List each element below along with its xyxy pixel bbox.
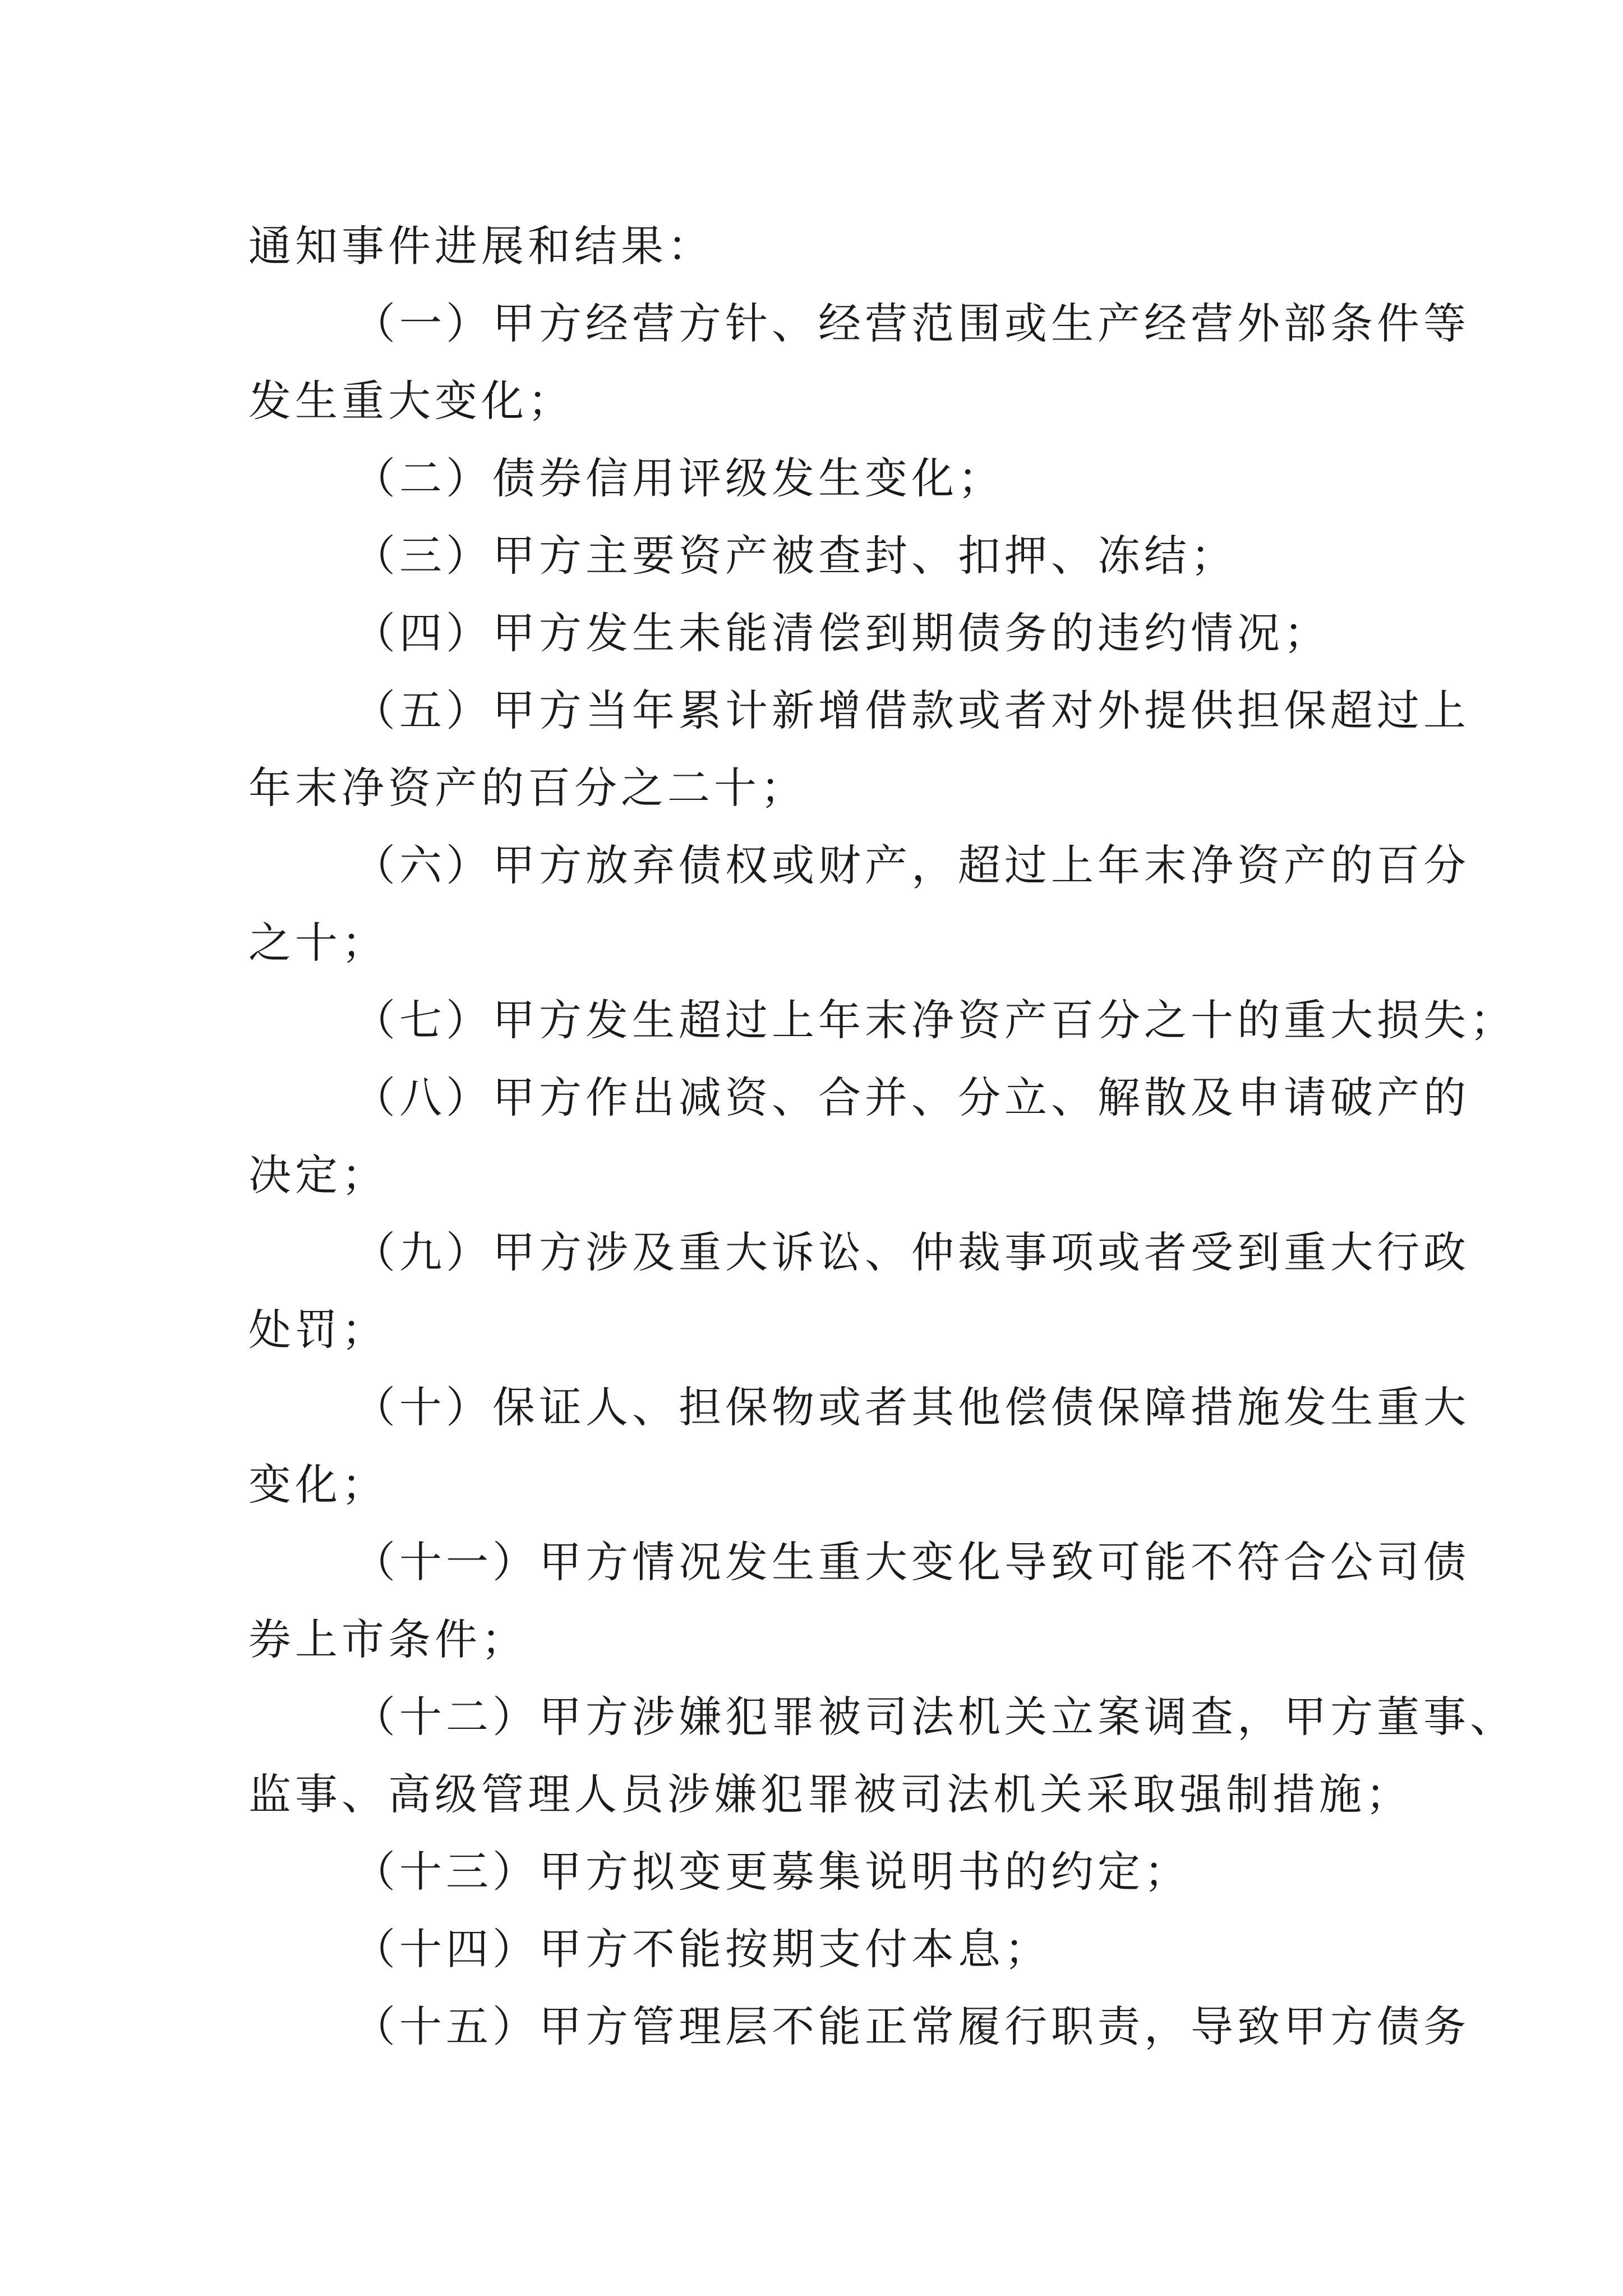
- text-line: 年末净资产的百分之二十；: [248, 763, 807, 813]
- list-item: （十四）甲方不能按期支付本息；: [353, 1924, 1051, 1974]
- text-line: 处罚；: [248, 1305, 388, 1355]
- list-item: （十二）甲方涉嫌犯罪被司法机关立案调查，甲方董事、: [353, 1692, 1516, 1742]
- text-line: 发生重大变化；: [248, 376, 574, 426]
- text-line: 监事、高级管理人员涉嫌犯罪被司法机关采取强制措施；: [248, 1769, 1412, 1819]
- list-item: （十一）甲方情况发生重大变化导致可能不符合公司债: [353, 1537, 1470, 1587]
- list-item: （十五）甲方管理层不能正常履行职责，导致甲方债务: [353, 2001, 1470, 2051]
- text-line: 决定；: [248, 1150, 388, 1200]
- document-page: [248, 208, 1516, 2065]
- list-item: （八）甲方作出减资、合并、分立、解散及申请破产的: [353, 1073, 1470, 1122]
- list-item: （十）保证人、担保物或者其他偿债保障措施发生重大: [353, 1382, 1470, 1432]
- list-item: （五）甲方当年累计新增借款或者对外提供担保超过上: [353, 685, 1470, 735]
- list-item: （四）甲方发生未能清偿到期债务的违约情况；: [353, 608, 1330, 658]
- text-line: 通知事件进展和结果：: [248, 221, 714, 271]
- list-item: （七）甲方发生超过上年末净资产百分之十的重大损失；: [353, 995, 1516, 1045]
- text-line: 变化；: [248, 1460, 388, 1510]
- list-item: （二）债券信用评级发生变化；: [353, 453, 1004, 503]
- text-line: 券上市条件；: [248, 1614, 528, 1664]
- list-item: （一）甲方经营方针、经营范围或生产经营外部条件等: [353, 298, 1470, 348]
- text-line: 之十；: [248, 918, 388, 968]
- list-item: （六）甲方放弃债权或财产，超过上年末净资产的百分: [353, 840, 1470, 890]
- list-item: （十三）甲方拟变更募集说明书的约定；: [353, 1847, 1191, 1897]
- list-item: （三）甲方主要资产被查封、扣押、冻结；: [353, 531, 1237, 581]
- list-item: （九）甲方涉及重大诉讼、仲裁事项或者受到重大行政: [353, 1227, 1470, 1277]
